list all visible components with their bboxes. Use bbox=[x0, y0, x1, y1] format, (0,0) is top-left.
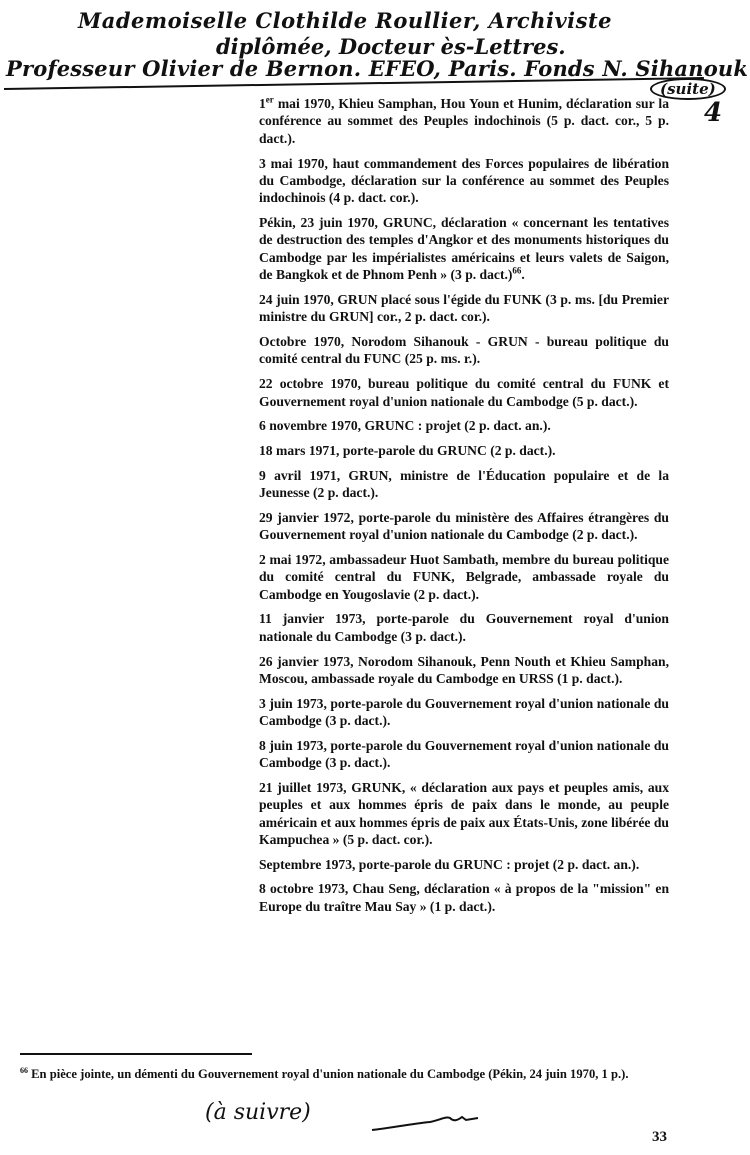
entry-item: 18 mars 1971, porte-parole du GRUNC (2 p. dact.). bbox=[259, 442, 556, 458]
entry-item: 3 mai 1970, haut commandement des Forces populaires de libération du Cambodge, déclaration sur la conférence au sommet des Peuples indochinois (4 p. dact. cor.). bbox=[259, 155, 669, 206]
entry-item: 1er mai 1970, Khieu Samphan, Hou Youn et Hunim, déclaration sur la conférence au sommet des Peuples indochinois (5 p. dact. cor., 5 p. dact.). bbox=[259, 94, 669, 146]
handwritten-a-suivre: (à suivre) bbox=[205, 1100, 311, 1125]
entry-item: 21 juillet 1973, GRUNK, « déclaration aux pays et peuples amis, aux peuples et aux hommes épris de paix dans le monde, au peuple américain et aux hommes épris de paix aux États-Unis, zone libérée du Kampuchea » (5 p. dact. cor.). bbox=[259, 779, 669, 848]
handwritten-suite-mark: (suite) bbox=[650, 78, 726, 100]
entry-item: 9 avril 1971, GRUN, ministre de l'Éducation populaire et de la Jeunesse (2 p. dact.). bbox=[259, 467, 669, 501]
footnote bbox=[20, 1063, 650, 1083]
handwritten-page-mark: 4 bbox=[704, 98, 723, 128]
handwritten-header-line-3: Professeur Olivier de Bernon. EFEO, Paris. Fonds N. Sihanouk bbox=[6, 56, 749, 81]
footnote-number: 66 bbox=[20, 1066, 28, 1075]
entry-item: 8 juin 1973, porte-parole du Gouvernement royal d'union nationale du Cambodge (3 p. dact.). bbox=[259, 737, 669, 771]
footnote-reference: 66 bbox=[512, 265, 522, 276]
entry-item: 3 juin 1973, porte-parole du Gouvernement royal d'union nationale du Cambodge (3 p. dact.). bbox=[259, 695, 669, 729]
page-number: 33 bbox=[652, 1129, 667, 1145]
entry-item: 26 janvier 1973, Norodom Sihanouk, Penn Nouth et Khieu Samphan, Moscou, ambassade royale du Cambodge en URSS (1 p. dact.). bbox=[259, 653, 669, 686]
entry-item: 24 juin 1970, GRUN placé sous l'égide du FUNK (3 p. ms. [du Premier ministre du GRUN] cor., 2 p. dact. cor.). bbox=[259, 291, 669, 325]
entry-item: 2 mai 1972, ambassadeur Huot Sambath, membre du bureau politique du comité central du FUNK, Belgrade, ambassade royale du Cambodge en Yougoslavie (2 p. dact.). bbox=[259, 551, 669, 602]
entry-item: 11 janvier 1973, porte-parole du Gouvernement royal d'union nationale du Cambodge (3 p. dact.). bbox=[259, 611, 669, 644]
handwritten-header-line-2: diplômée, Docteur ès-Lettres. bbox=[216, 34, 566, 59]
entry-item: Octobre 1970, Norodom Sihanouk - GRUN - bureau politique du comité central du FUNC (25 p. ms. r.). bbox=[259, 334, 669, 367]
entry-item: 29 janvier 1972, porte-parole du ministère des Affaires étrangères du Gouvernement royal d'union nationale du Cambodge (2 p. dact.). bbox=[259, 509, 669, 543]
footnote-separator bbox=[20, 1053, 252, 1055]
entry-item: Septembre 1973, porte-parole du GRUNC : projet (2 p. dact. an.). bbox=[259, 856, 640, 872]
entry-item: 22 octobre 1970, bureau politique du comité central du FUNK et Gouvernement royal d'union nationale du Cambodge (5 p. dact.). bbox=[259, 376, 669, 409]
entry-list bbox=[259, 95, 669, 923]
handwritten-paraph bbox=[370, 1114, 480, 1134]
entry-item: 8 octobre 1973, Chau Seng, déclaration « à propos de la "mission" en Europe du traître Mau Say » (1 p. dact.). bbox=[259, 881, 669, 914]
entry-item: 6 novembre 1970, GRUNC : projet (2 p. dact. an.). bbox=[259, 418, 551, 434]
footnote-text: En pièce jointe, un démenti du Gouvernement royal d'union nationale du Cambodge (Pékin, 24 juin 1970, 1 p.). bbox=[28, 1067, 629, 1082]
handwritten-header-line-1: Mademoiselle Clothilde Roullier, Archiviste bbox=[78, 8, 613, 33]
entry-item: Pékin, 23 juin 1970, GRUNC, déclaration « concernant les tentatives de destruction des temples d'Angkor et des monuments historiques du Cambodge par les impérialistes américains et leurs valets de Saigon, de Bangkok et de Phnom Penh » (3 p. dact.)$^{66}$. bbox=[259, 215, 669, 283]
